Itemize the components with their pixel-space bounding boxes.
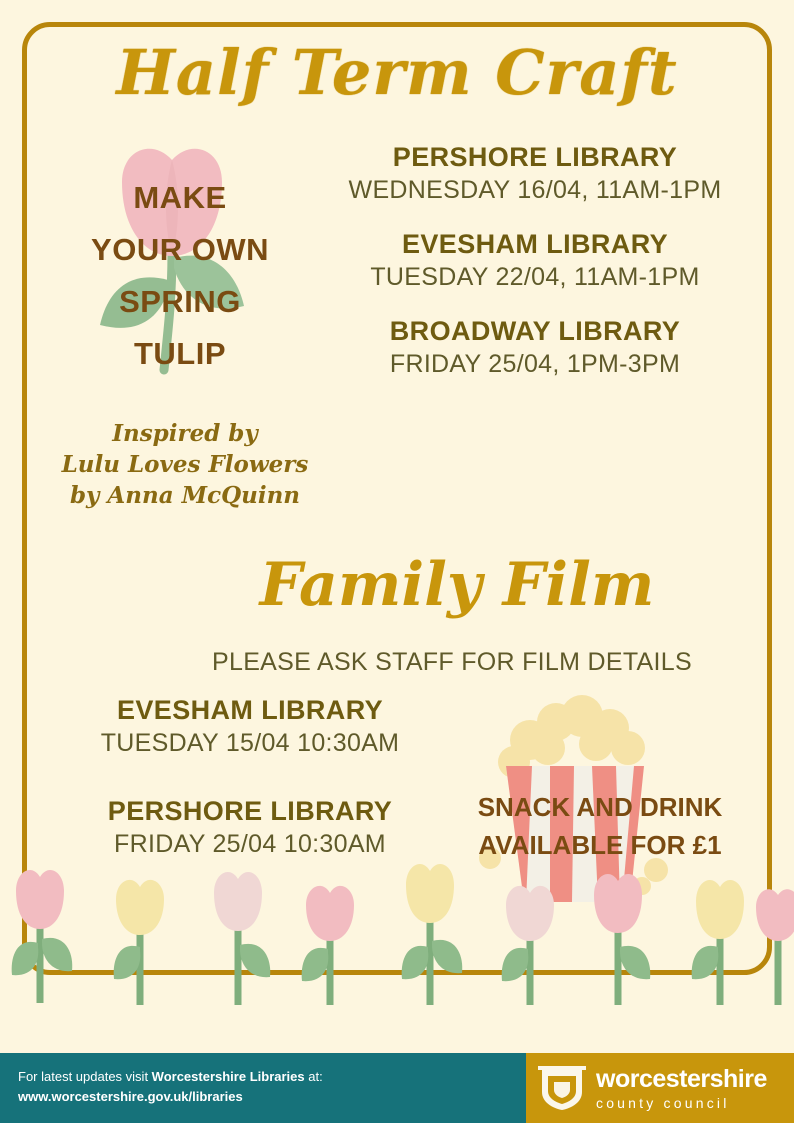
crest-icon (536, 1064, 588, 1112)
council-subname: county council (596, 1094, 730, 1111)
inspired-line-3: by Anna McQuinn (69, 482, 301, 509)
library-name: PERSHORE LIBRARY (107, 796, 393, 826)
craft-session-3 (300, 316, 770, 379)
craft-headline-line-4: TULIP (133, 336, 227, 371)
footer-text (18, 1067, 323, 1107)
library-name: BROADWAY LIBRARY (389, 316, 681, 346)
council-logo (526, 1053, 794, 1123)
film-session-1 (40, 695, 460, 758)
snack-line-1: SNACK AND DRINK (477, 792, 723, 822)
library-name: PERSHORE LIBRARY (392, 142, 678, 172)
session-datetime: WEDNESDAY 16/04, 11AM-1PM (348, 176, 722, 204)
footer (0, 1053, 794, 1123)
craft-session-2 (300, 229, 770, 292)
snack-line-2: AVAILABLE FOR £1 (478, 830, 722, 860)
session-datetime: TUESDAY 15/04 10:30AM (100, 729, 400, 757)
craft-headline-line-2: YOUR OWN (91, 232, 269, 267)
footer-bold: Worcestershire Libraries (151, 1069, 305, 1084)
craft-session-1 (300, 142, 770, 205)
inspired-line-1: Inspired by (112, 420, 258, 447)
footer-line-1 (18, 1067, 323, 1087)
library-name: EVESHAM LIBRARY (116, 695, 384, 725)
session-datetime: FRIDAY 25/04, 1PM-3PM (389, 350, 681, 378)
footer-prefix: For latest updates visit (18, 1069, 152, 1084)
craft-session-list (300, 142, 770, 403)
session-datetime: TUESDAY 22/04, 11AM-1PM (370, 263, 700, 291)
tulip-border-illustration (0, 845, 794, 1005)
inspired-by-credit (40, 418, 330, 511)
session-datetime: FRIDAY 25/04 10:30AM (114, 830, 386, 858)
footer-suffix: at: (304, 1069, 323, 1084)
family-film-subtitle: PLEASE ASK STAFF FOR FILM DETAILS (212, 648, 692, 676)
library-name: EVESHAM LIBRARY (401, 229, 669, 259)
craft-headline (40, 172, 320, 380)
inspired-line-2: Lulu Loves Flowers (61, 451, 309, 478)
craft-headline-line-1: MAKE (133, 180, 227, 215)
council-wordmark (596, 1064, 767, 1111)
page-title: Half Term Craft (116, 36, 678, 109)
craft-headline-line-3: SPRING (119, 284, 241, 319)
family-film-title: Family Film (259, 550, 655, 620)
footer-url[interactable]: www.worcestershire.gov.uk/libraries (18, 1089, 243, 1104)
council-name: worcestershire (596, 1064, 767, 1093)
